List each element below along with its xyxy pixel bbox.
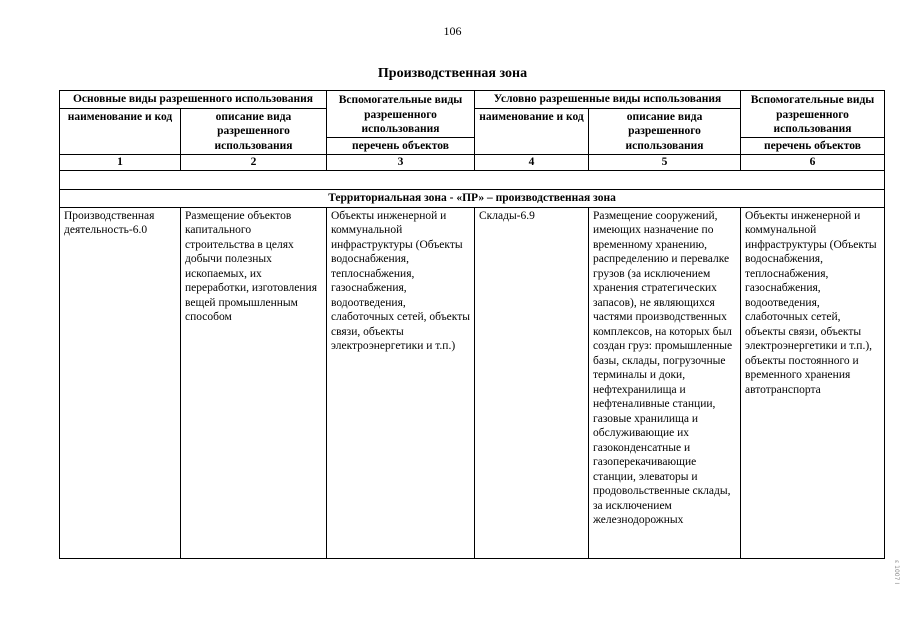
header-col2: описание вида разрешенного использования <box>181 108 327 155</box>
header-aux-uses-1: Вспомогательные виды разрешенного использования <box>338 94 463 135</box>
cell-conditional-aux-objects: Объекты инженерной и коммунальной инфраструктуры (Объекты водоснабжения, теплоснабжения, газоснабжения, водоотведения, слаботочных сетей, объекты связи, объекты электроэнергетики и т.п.), объекты постоянного и временного хранения автотранспорта <box>741 207 885 558</box>
header-col1: наименование и код <box>60 108 181 155</box>
cell-conditional-use-name: Склады-6.9 <box>475 207 589 558</box>
cell-use-name: Производственная деятельность-6.0 <box>60 207 181 558</box>
header-main-uses: Основные виды разрешенного использования <box>60 91 327 109</box>
page-number: 106 <box>443 24 462 38</box>
zone-title: Территориальная зона - «ПР» – производственная зона <box>60 190 885 208</box>
column-number: 5 <box>589 155 741 171</box>
column-number: 4 <box>475 155 589 171</box>
margin-mark: ε 1007 Ι <box>893 560 900 585</box>
document-title: Производственная зона <box>377 66 528 81</box>
cell-use-description: Размещение объектов капитального строительства в целях добычи полезных ископаемых, их переработки, изготовления вещей промышленным способом <box>181 207 327 558</box>
zone-title-row <box>60 190 885 208</box>
column-number: 3 <box>327 155 475 171</box>
header-col4: наименование и код <box>475 108 589 155</box>
table-row <box>60 207 885 558</box>
header-aux-uses-2: Вспомогательные виды разрешенного использования <box>750 94 875 135</box>
column-number: 1 <box>60 155 181 171</box>
header-conditional-uses: Условно разрешенные виды использования <box>475 91 741 109</box>
column-number: 2 <box>181 155 327 171</box>
column-number: 6 <box>741 155 885 171</box>
cell-aux-objects: Объекты инженерной и коммунальной инфраструктуры (Объекты водоснабжения, теплоснабжения, газоснабжения, водоотведения, слаботочных сетей, объекты связи, объекты электроэнергетики и т.п.) <box>327 207 475 558</box>
header-col6: перечень объектов <box>741 137 884 154</box>
header-col5: описание вида разрешенного использования <box>589 108 741 155</box>
spacer-row <box>60 171 885 190</box>
header-col3: перечень объектов <box>327 137 474 154</box>
column-number-row <box>60 155 885 171</box>
header-group-row <box>60 91 885 109</box>
zone-table <box>59 90 885 559</box>
cell-conditional-use-description: Размещение сооружений, имеющих назначение по временному хранению, распределению и перевалке грузов (за исключением хранения стратегических запасов), не являющихся частями производственных комплексов, на которых был создан груз: промышленные базы, склады, погрузочные терминалы и доки, нефтехранилища и нефтеналивные станции, газовые хранилища и обслуживающие их газоконденсатные и газоперекачивающие станции, элеваторы и продовольственные склады, за исключением железнодорожных <box>589 207 741 558</box>
